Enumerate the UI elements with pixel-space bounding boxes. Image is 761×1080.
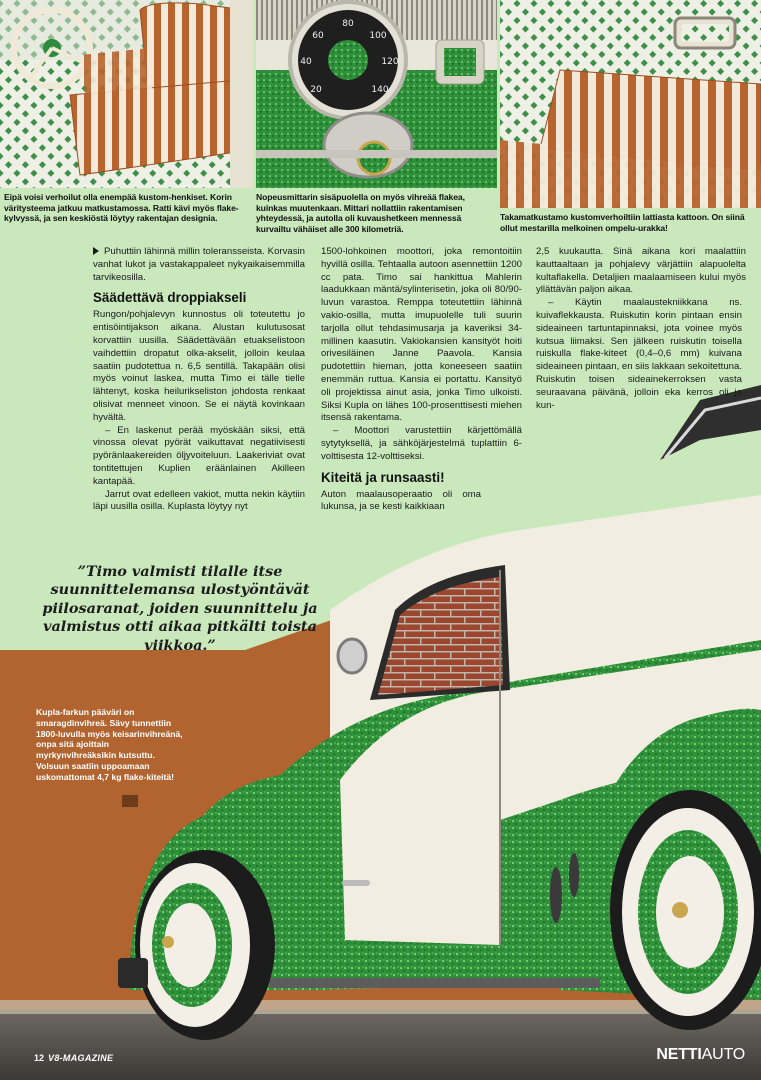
pull-quote: ”Timo valmisti tilalle itse suunnittelemansa ulostyöntävät piilosaranat, joiden suunnittelu ja valmistus otti aikaa pitkälti toista viikkoa.” — [42, 563, 318, 654]
col3-paragraph-1: 2,5 kuukautta. Sinä aikana kori maalattiin kauttaaltaan ja pohjalevy värjättiin alapuolelta kultaflakella. Detaljien maalaamiseen kului myös yllättävän paljon aikaa. — [536, 246, 746, 296]
speedo-tick-2: 60 — [312, 31, 324, 41]
watermark-light: AUTO — [701, 1046, 745, 1063]
lead-text: Puhuttiin lähinnä millin toleransseista. Korvasin vanhat lukot ja vastakappaleet nykyaikaisemmilla tarvikeosilla. — [93, 246, 305, 283]
article-column-2 — [321, 246, 522, 514]
speedo-tick-0: 20 — [310, 85, 322, 95]
lead-paragraph — [93, 246, 305, 284]
page-number: 12 — [34, 1053, 45, 1063]
col2-paragraph-2: – Moottori varustettiin kärjettömällä sytytyksellä, ja sähköjärjestelmä tuplattiin 6-volttisesta 12-volttiseksi. — [321, 425, 522, 462]
caption-car: Kupla-farkun pääväri on smaragdinvihreä. Sävy tunnettiin 1800-luvulla myös keisarinvihreänä, onpa sitä ajoittain myrkynvihreäksikin kutsuttu. Volsuun saatiin uppoamaan uskomattomat 4,7 kg flake-kiteitä! — [36, 707, 183, 782]
col2-paragraph-1: 1500-lohkoinen moottori, joka remontoitiin hyvillä osilla. Tehtaalla autoon asennettiin 1200 cc pata. Timo sai hankittua Mahlerin laadukkaan mäntä/sylinterisetin, joka oli 80/90-luvun varastoa. Remppa toteutettiin lähinnä vakio-osilla, mutta imupuolelle tuli suurin tarjolla ollut tehdasimusarja ja kaveriksi 34-millinen kaasutin. Vakiokansien kansityöt hoiti orivesiläinen Janne Paavola. Kansia pudotettiin hieman, jotta koneeseen saatiin enemmän ruttua. Kansia ei portattu. Kansityö oli projektissa ainut asia, jonka Timo ulkoisti. Siksi Kupla on lähes 100-prosenttisesti miehen itsensä rakentama. — [321, 246, 522, 424]
heading-droppiakseli: Säädettävä droppiakseli — [93, 290, 247, 306]
magazine-name: V8-MAGAZINE — [48, 1053, 114, 1063]
speedo-tick-3: 80 — [342, 19, 354, 29]
watermark-bold: NETTI — [656, 1046, 702, 1063]
article-column-3 — [536, 246, 746, 412]
col1-paragraph-1: Rungon/pohjalevyn kunnostus oli toteutettu jo entisöintijakson aikana. Alustan kulutusosat korvattiin uusilla. Säädettävään etuakselistoon vaihdettiin dropatut olka-akselit, jolloin keulaa saatiin pudotettua n. 6,5 sentillä. Takapään olisi myös voinut laskea, mutta Timo ei tälle tielle lähtenyt, koska heilurikseliston johdosta renkaat olisivat menneet vinoon. Se ei näytä kovinkaan hyvältä. — [93, 309, 305, 423]
speedo-tick-4: 100 — [369, 31, 387, 41]
col3-paragraph-2: – Käytin maalaustekniikkana ns. kuivaflekkausta. Ruiskutin korin pintaan ensin sideaineen tartuntapinnaksi, jota voinee myös kutsua liimaksi. Sen jälkeen ruiskutin toisella ruiskulla flake-kiteet (0,4–0,6 mm) kuivana sideaineen pintaan, en siis lakkaan sekoitettuna. Ruiskutin toisen sideainekerroksen vasta seuraavana päivänä, jolloin eka kerros oli jo kun- — [536, 297, 742, 411]
speedo-tick-1: 40 — [300, 57, 312, 67]
speedo-tick-6: 140 — [371, 85, 389, 95]
heading-kiteita: Kiteitä ja runsaasti! — [321, 469, 445, 485]
caption-photo2: Nopeusmittarin sisäpuolella on myös vihreää flakea, kuinkas muutenkaan. Mittari nollattiin rakentamisen yhteydessä, ja autolla oli kuvaushetkeen mennessä kurvailtu vähäiset alle 300 kilometriä. — [256, 192, 465, 234]
caption-photo3: Takamatkustamo kustomverhoiltiin lattiasta kattoon. On siinä ollut mestarilla melkoinen ompelu-urakka! — [500, 212, 745, 233]
page-footer — [34, 1053, 113, 1063]
triangle-bullet-icon — [93, 247, 99, 255]
col1-paragraph-2: – En laskenut perää myöskään siksi, että vinossa olevat pyörät vaikuttavat negatiivisesti pyöränlaakereiden öljyvoiteluun. Laakeriviat ovat tontitettujen Kuplien eräänlainen Akilleen kantapää. — [93, 424, 305, 487]
col2-paragraph-3: Auton maalausoperaatio oli oma lukunsa, ja se kesti kaikkiaan — [321, 488, 481, 513]
col1-paragraph-3: Jarrut ovat edelleen vakiot, mutta nekin käytiin läpi uusilla osilla. Kuplasta löytyy nyt — [93, 488, 305, 513]
nettiauto-watermark — [656, 1046, 745, 1064]
caption-photo1: Eipä voisi verhoilut olla enempää kustom-henkiset. Korin väritysteema jatkuu matkustamossa. Ratti kävi myös flake-kylvyssä, ja sen keskiöstä löytyy rakentajan designia. — [4, 192, 239, 224]
speedo-tick-5: 120 — [381, 57, 399, 67]
article-column-1 — [93, 246, 305, 514]
